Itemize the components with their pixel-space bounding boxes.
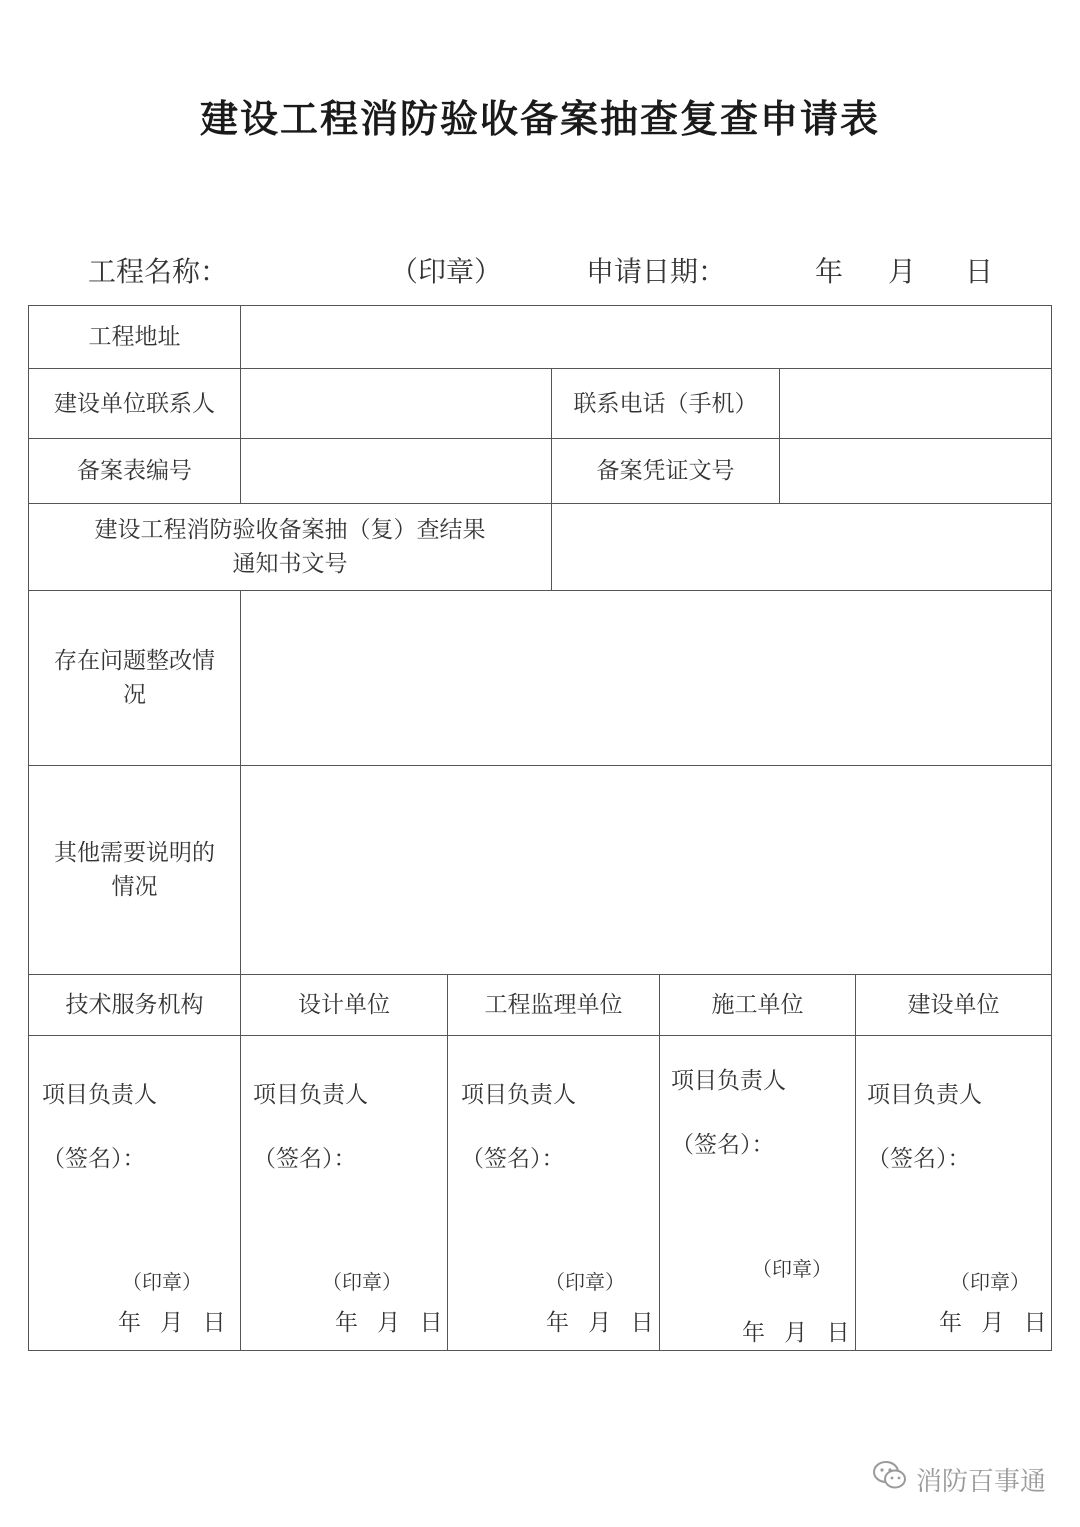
watermark-text: 消防百事通 xyxy=(915,1467,1046,1497)
sign-date: 年 月 日 xyxy=(118,1310,226,1336)
seal-label: （印章） xyxy=(122,1270,202,1294)
signature-label: （签名）： xyxy=(671,1132,775,1158)
contact-value-cell xyxy=(241,369,551,438)
manager-label: 项目负责人 xyxy=(461,1082,576,1108)
rectification-label-line2: 况 xyxy=(123,682,146,708)
unit-name-owner: 建设单位 xyxy=(907,992,1000,1018)
seal-label: （印章） xyxy=(545,1270,625,1294)
phone-label: 联系电话（手机） xyxy=(573,390,758,417)
signature-label: （签名）： xyxy=(867,1146,971,1172)
signature-label: （签名）： xyxy=(253,1146,357,1172)
seal-label: （印章） xyxy=(322,1270,402,1294)
header-seal-label: （印章） xyxy=(390,255,503,288)
sign-date: 年 月 日 xyxy=(335,1310,443,1336)
voucher-no-value-cell xyxy=(780,439,1051,503)
voucher-no-label: 备案凭证文号 xyxy=(596,458,735,484)
address-value-cell xyxy=(241,306,1051,368)
record-no-label: 备案表编号 xyxy=(77,458,192,484)
rectification-value-cell xyxy=(241,591,1051,765)
unit-name-supervision: 工程监理单位 xyxy=(484,992,623,1018)
other-notes-label xyxy=(29,766,240,974)
date-day: 日 xyxy=(965,255,994,288)
form-title: 建设工程消防验收备案抽查复查申请表 xyxy=(199,96,880,141)
date-year: 年 xyxy=(815,255,844,288)
notice-label-line1: 建设工程消防验收备案抽（复）查结果 xyxy=(94,517,486,543)
rectification-label-line1: 存在问题整改情 xyxy=(54,648,215,674)
project-name-label: 工程名称： xyxy=(88,255,229,288)
seal-label: （印章） xyxy=(950,1270,1030,1294)
wechat-icon xyxy=(872,1460,908,1499)
phone-value-cell xyxy=(780,369,1051,438)
notice-no-label xyxy=(29,504,551,590)
manager-label: 项目负责人 xyxy=(867,1082,982,1108)
manager-label: 项目负责人 xyxy=(42,1082,157,1108)
sign-date: 年 月 日 xyxy=(546,1310,654,1336)
address-label: 工程地址 xyxy=(88,324,181,350)
rectification-label xyxy=(29,591,240,765)
sign-date: 年 月 日 xyxy=(742,1320,850,1346)
manager-label: 项目负责人 xyxy=(253,1082,368,1108)
unit-name-tech-service: 技术服务机构 xyxy=(65,992,204,1018)
unit-name-design: 设计单位 xyxy=(298,992,390,1018)
notice-label-line2: 通知书文号 xyxy=(232,551,348,577)
sign-date: 年 月 日 xyxy=(939,1310,1047,1336)
signature-label: （签名）： xyxy=(461,1146,565,1172)
watermark xyxy=(872,1460,1046,1499)
apply-date-label: 申请日期： xyxy=(586,255,727,288)
other-notes-value-cell xyxy=(241,766,1051,974)
date-month: 月 xyxy=(888,255,917,288)
signature-label: （签名）： xyxy=(42,1146,146,1172)
manager-label: 项目负责人 xyxy=(671,1068,786,1094)
notice-no-value-cell xyxy=(552,504,1051,590)
record-no-value-cell xyxy=(241,439,551,503)
contact-label: 建设单位联系人 xyxy=(54,390,215,417)
other-label-line1: 其他需要说明的 xyxy=(54,840,215,866)
unit-name-construction: 施工单位 xyxy=(711,992,804,1018)
seal-label: （印章） xyxy=(752,1257,832,1281)
other-label-line2: 情况 xyxy=(111,874,158,900)
